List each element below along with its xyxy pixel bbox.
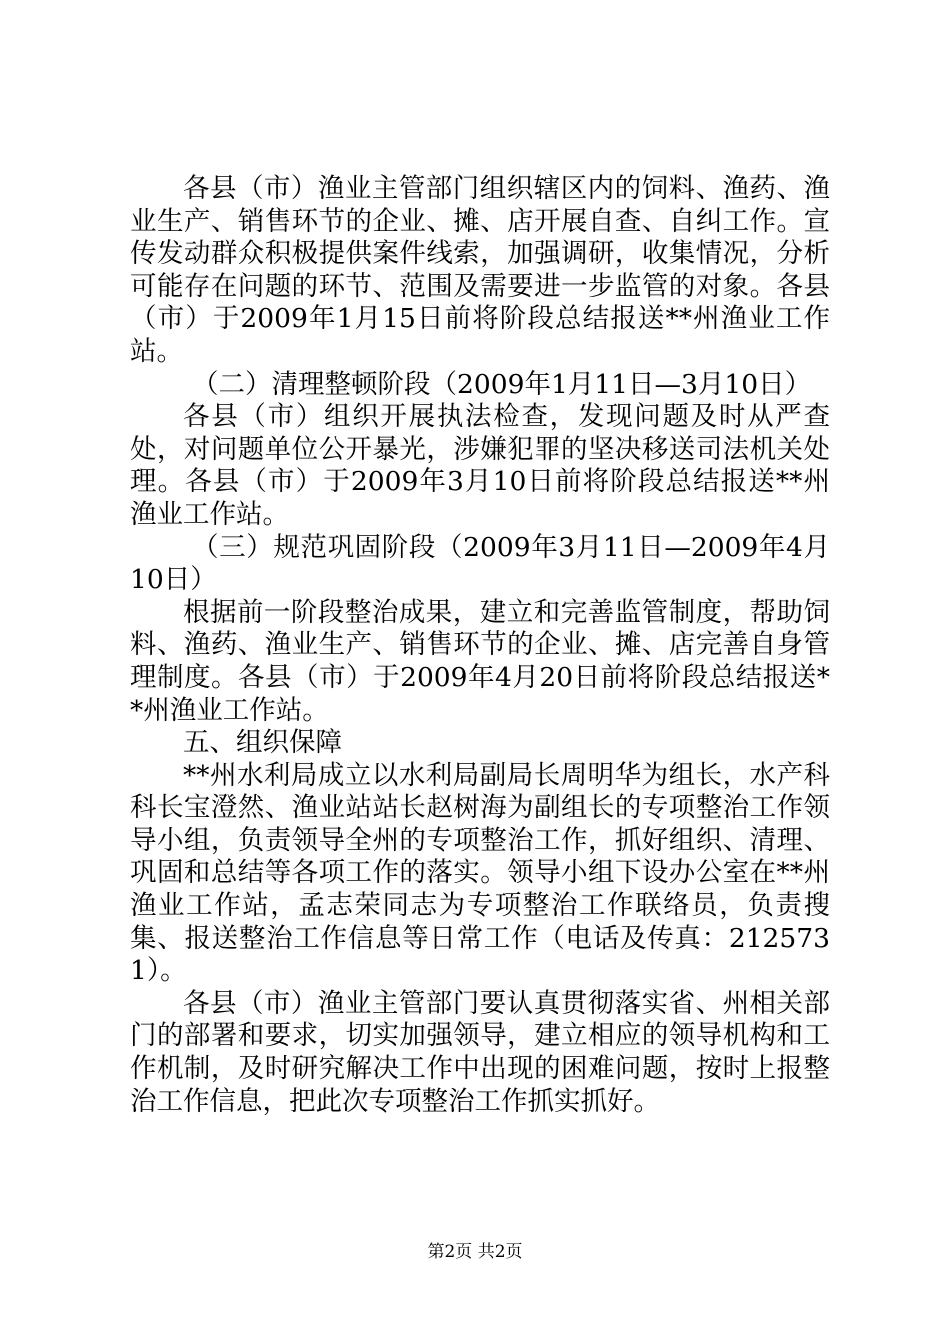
document-body bbox=[130, 173, 830, 1118]
page-number-footer: 第2页 共2页 bbox=[427, 1242, 523, 1262]
paragraph-regulation: 根据前一阶段整治成果，建立和完善监管制度，帮助饲料、渔药、渔业生产、销售环节的企业、摊、店完善自身管理制度。各县（市）于2009年4月20日前将阶段总结报送**州渔业工作站。 bbox=[130, 596, 830, 726]
paragraph-enforcement: 各县（市）组织开展执法检查，发现问题及时从严查处，对问题单位公开暴光，涉嫌犯罪的坚决移送司法机关处理。各县（市）于2009年3月10日前将阶段总结报送**州渔业工作站。 bbox=[130, 401, 830, 530]
paragraph-self-inspection: 各县（市）渔业主管部门组织辖区内的饲料、渔药、渔业生产、销售环节的企业、摊、店开展自查、自纠工作。宣传发动群众积极提供案件线索，加强调研，收集情况，分析可能存在问题的环节、范围及需要进一步监管的对象。各县（市）于2009年1月15日前将阶段总结报送**州渔业工作站。 bbox=[130, 173, 830, 367]
section-heading-consolidation-phase: （三）规范巩固阶段（2009年3月11日—2009年4月10日） bbox=[130, 531, 830, 596]
paragraph-implementation: 各县（市）渔业主管部门要认真贯彻落实省、州相关部门的部署和要求，切实加强领导，建立相应的领导机构和工作机制，及时研究解决工作中出现的困难问题，按时上报整治工作信息，把此次专项整治工作抓实抓好。 bbox=[130, 987, 830, 1117]
section-heading-cleanup-phase: （二）清理整顿阶段（2009年1月11日—3月10日） bbox=[192, 368, 812, 400]
paragraph-leadership-group: **州水利局成立以水利局副局长周明华为组长，水产科科长宝澄然、渔业站站长赵树海为副组长的专项整治工作领导小组，负责领导全州的专项整治工作，抓好组织、清理、巩固和总结等各项工作的落实。领导小组下设办公室在**州渔业工作站，孟志荣同志为专项整治工作联络员，负责搜集、报送整治工作信息等日常工作（电话及传真：2125731）。 bbox=[130, 759, 830, 987]
section-heading-organization: 五、组织保障 bbox=[183, 727, 342, 759]
